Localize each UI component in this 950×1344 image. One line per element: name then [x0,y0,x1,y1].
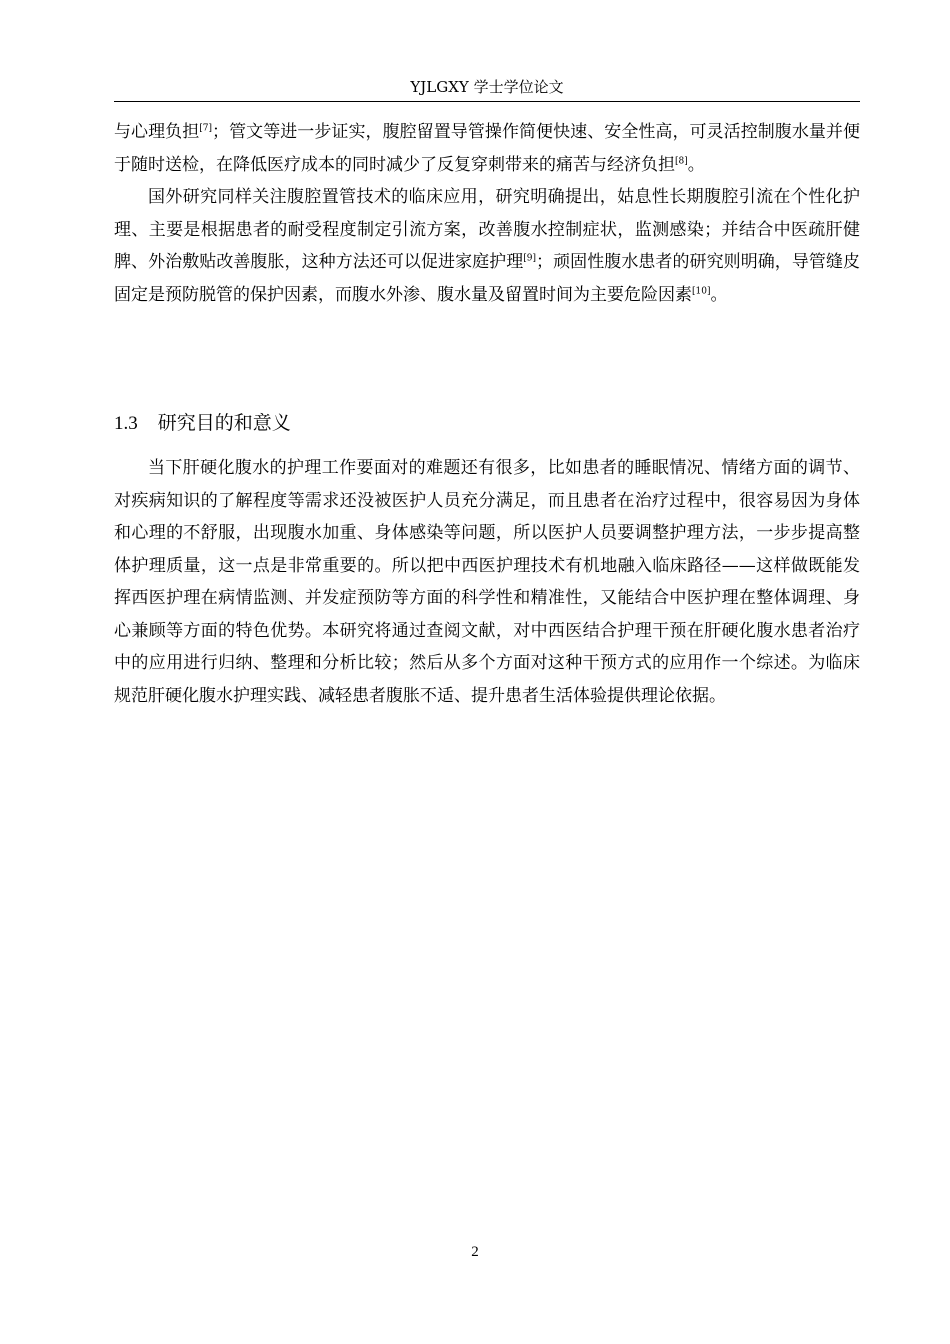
paragraph-2-text-a: 国外研究同样关注腹腔置管技术的临床应用，研究明确提出，姑息性长期腹腔引流在个性化护理、主要是根据患者的耐受程度制定引流方案，改善腹水控制症状，监测感染；并结合中医疏肝健脾、外治敷贴改善腹胀，这种方法还可以促进家庭护理 [114,187,860,272]
page-number: 2 [471,1244,479,1260]
paragraph-1-text-b: ；管文等进一步证实，腹腔留置导管操作简便快速、安全性高，可灵活控制腹水量并便于随时送检，在降低医疗成本的同时减少了反复穿刺带来的痛苦与经济负担 [114,122,861,175]
paragraph-2 [114,181,860,311]
citation-8: [8] [675,155,688,166]
section-1-2-continued [114,116,860,311]
paragraph-2-text-c: 。 [710,284,728,305]
citation-9: [9] [523,253,537,264]
section-number: 1.3 [114,413,138,434]
citation-7: [7] [199,123,213,134]
section-1-3-body [114,452,860,712]
paragraph-1 [114,116,860,181]
paragraph-1-text-c: 。 [687,154,705,175]
paragraph-1-text-a: 与心理负担 [114,122,200,142]
page-header [114,76,860,102]
section-heading-1-3 [114,408,291,439]
citation-10: [10] [692,285,711,296]
header-title: YJLGXY 学士学位论文 [410,78,564,96]
paragraph-3: 当下肝硬化腹水的护理工作要面对的难题还有很多，比如患者的睡眠情况、情绪方面的调节、对疾病知识的了解程度等需求还没被医护人员充分满足，而且患者在治疗过程中，很容易因为身体和心理的不舒服，出现腹水加重、身体感染等问题，所以医护人员要调整护理方法，一步步提高整体护理质量，这一点是非常重要的。所以把中西医护理技术有机地融入临床路径——这样做既能发挥西医护理在病情监测、并发症预防等方面的科学性和精准性，又能结合中医护理在整体调理、身心兼顾等方面的特色优势。本研究将通过查阅文献，对中西医结合护理干预在肝硬化腹水患者治疗中的应用进行归纳、整理和分析比较；然后从多个方面对这种干预方式的应用作一个综述。为临床规范肝硬化腹水护理实践、减轻患者腹胀不适、提升患者生活体验提供理论依据。 [114,458,860,706]
paragraph-2-text-b: ；顽固性腹水患者的研究则明确，导管缝皮固定是预防脱管的保护因素，而腹水外渗、腹水量及留置时间为主要危险因素 [114,252,861,305]
section-title: 研究目的和意义 [157,412,291,434]
